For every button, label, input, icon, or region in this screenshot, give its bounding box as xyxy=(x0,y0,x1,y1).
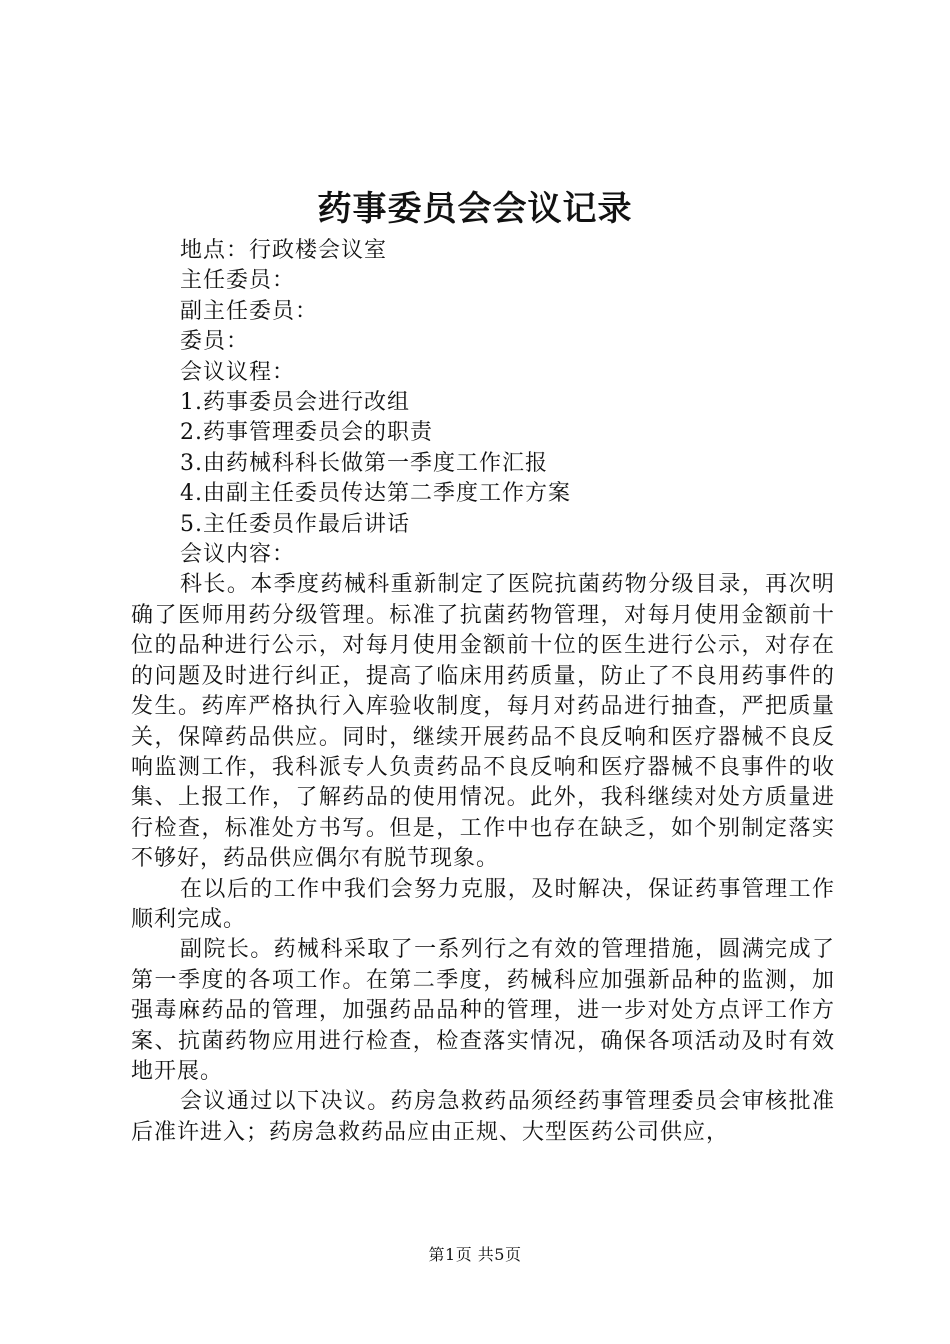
document-title: 药事委员会会议记录 xyxy=(317,189,633,229)
agenda-heading: 会议议程： xyxy=(180,359,296,385)
paragraph-vice-president: 副院长。药械科采取了一系列行之有效的管理措施，圆满完成了第一季度的各项工作。在第二季度，药械科应加强新品种的监测，加强毒麻药品的管理，加强药品品种的管理，进一步对处方点评工作方案、抗菌药物应用进行检查，检查落实情况，确保各项活动及时有效地开展。 xyxy=(131,937,835,1084)
agenda-item: 5.主任委员作最后讲话 xyxy=(180,511,410,537)
document-body xyxy=(131,236,835,1148)
agenda-item: 4.由副主任委员传达第二季度工作方案 xyxy=(180,481,571,507)
chair-line: 主任委员： xyxy=(180,268,296,294)
paragraph-section-chief-report: 科长。本季度药械科重新制定了医院抗菌药物分级目录，再次明确了医师用药分级管理。标准了抗菌药物管理，对每月使用金额前十位的品种进行公示，对每月使用金额前十位的医生进行公示，对存在的问题及时进行纠正，提高了临床用药质量，防止了不良用药事件的发生。药库严格执行入库验收制度，每月对药品进行抽查，严把质量关，保障药品供应。同时，继续开展药品不良反响和医疗器械不良反响监测工作，我科派专人负责药品不良反响和医疗器械不良事件的收集、上报工作，了解药品的使用情况。此外，我科继续对处方质量进行检查，标准处方书写。但是，工作中也存在缺乏，如个别制定落实不够好，药品供应偶尔有脱节现象。 xyxy=(131,572,835,872)
members-line: 委员： xyxy=(180,329,250,355)
content-heading: 会议内容： xyxy=(180,542,296,568)
vice-chair-line: 副主任委员： xyxy=(180,298,319,324)
page-footer: 第1页 共5页 xyxy=(428,1245,522,1264)
location-line: 地点：行政楼会议室 xyxy=(180,238,388,263)
paragraph-commitment: 在以后的工作中我们会努力克服，及时解决，保证药事管理工作顺利完成。 xyxy=(131,876,835,932)
agenda-item: 3.由药械科科长做第一季度工作汇报 xyxy=(180,450,548,476)
agenda-item: 1.药事委员会进行改组 xyxy=(180,390,410,416)
agenda-item: 2.药事管理委员会的职责 xyxy=(180,420,433,446)
paragraph-resolution: 会议通过以下决议。药房急救药品须经药事管理委员会审核批准后准许进入；药房急救药品应由正规、大型医药公司供应， xyxy=(131,1089,835,1145)
